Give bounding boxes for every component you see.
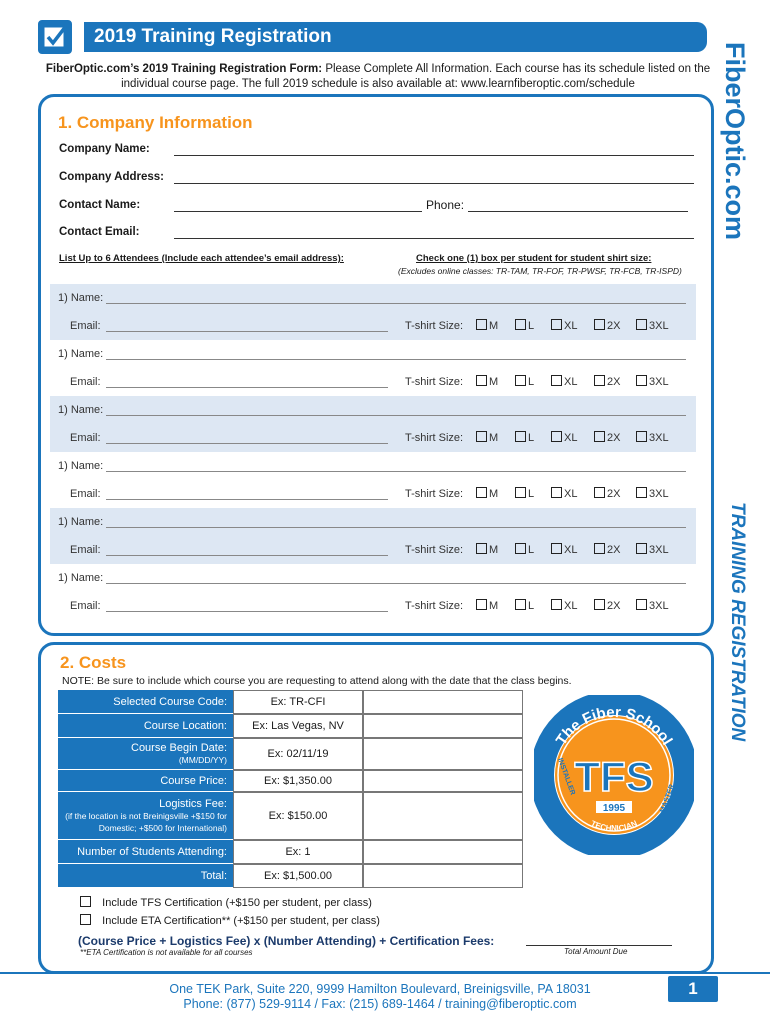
contact-email-field[interactable] [174,238,694,239]
attendee-name-label: 1) Name: [58,292,104,304]
tshirt-size-option[interactable] [515,487,534,500]
attendees-label: List Up to 6 Attendees (Include each attendee’s email address): [59,253,344,264]
tshirt-size-checkbox[interactable] [476,599,487,610]
tshirt-size-value: 3XL [649,488,669,500]
contact-name-field[interactable] [174,211,422,212]
footer-phone-fax-email: Phone: (877) 529-9114 / Fax: (215) 689-1464 / training@fiberoptic.com [183,997,577,1011]
cost-row-entry[interactable] [363,864,523,888]
page-title: 2019 Training Registration [94,26,332,47]
attendee-name-row [50,284,696,312]
attendee-email-field[interactable] [106,555,388,556]
cost-value-text: Ex: 1 [285,846,311,858]
tshirt-size-checkbox[interactable] [636,319,647,330]
cost-row-entry[interactable] [363,770,523,792]
tshirt-size-value: XL [564,376,578,388]
tshirt-size-checkbox[interactable] [476,487,487,498]
tfs-certification-label: Include TFS Certification (+$150 per student, per class) [102,897,372,909]
cost-row-value[interactable] [233,714,363,738]
tshirt-size-value: 3XL [649,432,669,444]
tshirt-size-value: 2X [607,376,621,388]
attendee-email-label: Email: [70,432,101,444]
company-address-label: Company Address: [59,171,165,183]
tshirt-size-option[interactable] [594,375,620,388]
tshirt-size-value: M [489,488,499,500]
seal-right-word: MASTER [659,783,676,814]
tshirt-size-value: L [528,544,535,556]
attendee-email-label: Email: [70,544,101,556]
company-name-label: Company Name: [59,143,150,155]
cost-row-entry[interactable] [363,714,523,738]
cost-row-label [58,792,233,840]
tshirt-size-checkbox[interactable] [636,431,647,442]
tshirt-size-value: 2X [607,488,621,500]
footer-contact [100,982,660,1012]
footer-divider [0,972,770,974]
shirt-size-heading: Check one (1) box per student for student shirt size: [416,253,652,264]
tshirt-size-label: T-shirt Size: [405,544,464,556]
tshirt-size-option[interactable] [551,319,577,332]
cost-row-value[interactable] [233,738,363,770]
cost-label-text: Selected Course Code: [113,695,227,708]
tshirt-size-value: XL [564,488,578,500]
tshirt-size-option[interactable] [594,599,620,612]
tshirt-size-value: 3XL [649,320,669,332]
cost-row-value[interactable] [233,864,363,888]
tshirt-size-checkbox[interactable] [594,431,605,442]
cost-label-text: Course Location: [143,719,227,732]
tshirt-size-value: M [489,376,499,388]
tfs-certification-checkbox[interactable] [80,896,91,907]
phone-label: Phone: [426,198,465,212]
tshirt-size-option[interactable] [594,431,620,444]
cost-row-label [58,714,233,738]
tshirt-size-option[interactable] [594,319,620,332]
tshirt-size-option[interactable] [551,487,577,500]
total-amount-due-label: Total Amount Due [564,947,628,956]
attendee-email-field[interactable] [106,499,388,500]
tshirt-size-checkbox[interactable] [636,375,647,386]
attendee-name-field[interactable] [106,415,686,416]
tshirt-size-option[interactable] [476,431,498,444]
cost-label-text: Number of Students Attending: [77,845,227,858]
attendee-name-label: 1) Name: [58,348,104,360]
cost-value-text: Ex: $1,350.00 [264,775,332,787]
attendee-name-field[interactable] [106,303,686,304]
seal-top-text: The Fiber School [552,703,676,749]
tshirt-size-option[interactable] [515,543,534,556]
attendee-name-label: 1) Name: [58,572,104,584]
tshirt-size-value: L [528,320,535,332]
seal-left-word: INSTALLER [556,757,576,797]
cost-row-label [58,690,233,714]
cost-row-value[interactable] [233,792,363,840]
attendee-name-row [50,340,696,368]
contact-email-label: Contact Email: [59,226,140,238]
cost-value-text: Ex: TR-CFI [270,696,326,708]
cost-row-label [58,864,233,888]
attendee-name-label: 1) Name: [58,404,104,416]
attendee-name-label: 1) Name: [58,516,104,528]
tshirt-size-value: M [489,432,499,444]
tshirt-size-checkbox[interactable] [594,375,605,386]
tshirt-size-value: XL [564,320,578,332]
cost-row-label [58,840,233,864]
side-title-text: TRAINING REGISTRATION [727,502,748,742]
tshirt-size-value: L [528,376,535,388]
attendee-email-row [50,480,696,508]
tshirt-size-checkbox[interactable] [594,599,605,610]
company-address-field[interactable] [174,183,694,184]
tshirt-size-label: T-shirt Size: [405,320,464,332]
fiberoptic-logo [708,40,758,250]
tshirt-size-checkbox[interactable] [515,543,526,554]
tshirt-size-option[interactable] [636,319,669,332]
tshirt-size-option[interactable] [636,599,669,612]
cost-value-text: Ex: $1,500.00 [264,870,332,882]
tfs-certification-option[interactable] [80,896,372,909]
tshirt-size-checkbox[interactable] [594,319,605,330]
tshirt-size-value: 2X [607,600,621,612]
tshirt-size-value: XL [564,544,578,556]
tshirt-size-option[interactable] [515,599,534,612]
attendee-email-field[interactable] [106,387,388,388]
tshirt-size-value: 3XL [649,600,669,612]
seal-year: 1995 [602,803,626,814]
attendee-email-label: Email: [70,320,101,332]
tshirt-size-option[interactable] [476,319,498,332]
attendee-email-row [50,312,696,340]
eta-footnote: **ETA Certification is not available for all courses [80,948,253,957]
cost-label-text: Total: [200,869,227,882]
attendee-name-row [50,396,696,424]
tshirt-size-option[interactable] [515,375,534,388]
tshirt-size-checkbox[interactable] [551,431,562,442]
tshirt-size-option[interactable] [476,543,498,556]
tshirt-size-value: 3XL [649,544,669,556]
tshirt-size-checkbox[interactable] [636,543,647,554]
attendee-name-label: 1) Name: [58,460,104,472]
tshirt-size-label: T-shirt Size: [405,488,464,500]
cost-row-label [58,738,233,770]
attendee-email-label: Email: [70,600,101,612]
training-registration-side-title [714,500,764,830]
cost-label-subtext: (MM/DD/YY) [178,754,227,765]
contact-name-label: Contact Name: [59,199,141,211]
the-fiber-school-seal [534,695,694,855]
tshirt-size-checkbox[interactable] [476,319,487,330]
intro-rest: Please Complete All Information. Each course has its schedule listed on the individual course page. The full 2019 schedule is also available at: www.learnfiberoptic.com/schedule [121,63,711,90]
intro-text [38,62,718,92]
tshirt-size-option[interactable] [551,543,577,556]
tshirt-size-checkbox[interactable] [594,543,605,554]
cost-row-value[interactable] [233,690,363,714]
attendee-email-field[interactable] [106,331,388,332]
cost-value-text: Ex: $150.00 [268,810,328,822]
tshirt-size-checkbox[interactable] [636,599,647,610]
cost-row-label [58,770,233,792]
attendee-email-row [50,592,696,620]
tshirt-size-checkbox[interactable] [515,599,526,610]
tshirt-size-checkbox[interactable] [476,431,487,442]
tshirt-size-value: 2X [607,432,621,444]
attendee-name-field[interactable] [106,471,686,472]
tshirt-size-checkbox[interactable] [594,487,605,498]
cost-row-value[interactable] [233,770,363,792]
tshirt-size-checkbox[interactable] [476,375,487,386]
cost-row-entry[interactable] [363,738,523,770]
cost-label-text: Course Begin Date: [131,741,227,754]
shirt-size-note: (Excludes online classes: TR-TAM, TR-FOF, TR-PWSF, TR-FCB, TR-ISPD) [398,266,682,276]
tshirt-size-option[interactable] [636,375,669,388]
attendee-email-field[interactable] [106,611,388,612]
tshirt-size-checkbox[interactable] [515,431,526,442]
cost-row-entry[interactable] [363,840,523,864]
costs-section-title: 2. Costs [60,653,127,672]
seal-bottom-text: TECHNICIAN [589,818,639,834]
total-amount-due-field[interactable] [526,945,672,946]
tshirt-size-value: XL [564,600,578,612]
cost-row-value[interactable] [233,840,363,864]
tshirt-size-value: 3XL [649,376,669,388]
tshirt-size-option[interactable] [476,375,498,388]
tshirt-size-checkbox[interactable] [636,487,647,498]
tshirt-size-option[interactable] [594,543,620,556]
attendee-name-field[interactable] [106,527,686,528]
tshirt-size-checkbox[interactable] [551,375,562,386]
attendee-email-row [50,536,696,564]
tshirt-size-value: 2X [607,544,621,556]
tshirt-size-value: M [489,600,499,612]
eta-certification-checkbox[interactable] [80,914,91,925]
logo-text: FiberOptic.com [720,42,750,241]
cost-label-text: Logistics Fee: [159,797,227,810]
eta-certification-label: Include ETA Certification** (+$150 per student, per class) [102,915,380,927]
attendee-email-label: Email: [70,488,101,500]
tshirt-size-option[interactable] [476,487,498,500]
company-section-title: 1. Company Information [58,113,253,132]
tshirt-size-option[interactable] [551,431,577,444]
tshirt-size-value: 2X [607,320,621,332]
checkmark-icon [38,20,72,54]
tshirt-size-value: M [489,544,499,556]
eta-certification-option[interactable] [80,914,380,927]
tshirt-size-checkbox[interactable] [551,319,562,330]
tshirt-size-value: XL [564,432,578,444]
tshirt-size-option[interactable] [636,431,669,444]
tshirt-size-label: T-shirt Size: [405,432,464,444]
attendee-email-row [50,368,696,396]
attendee-name-row [50,508,696,536]
attendee-email-row [50,424,696,452]
cost-row-entry[interactable] [363,792,523,840]
tshirt-size-option[interactable] [515,431,534,444]
tshirt-size-checkbox[interactable] [551,487,562,498]
company-name-field[interactable] [174,155,694,156]
tshirt-size-option[interactable] [515,319,534,332]
tshirt-size-checkbox[interactable] [551,543,562,554]
tshirt-size-checkbox[interactable] [515,487,526,498]
tshirt-size-label: T-shirt Size: [405,376,464,388]
tshirt-size-checkbox[interactable] [515,319,526,330]
costs-note: NOTE: Be sure to include which course you are requesting to attend along with the date that the class begins. [62,675,572,687]
tshirt-size-checkbox[interactable] [515,375,526,386]
tshirt-size-label: T-shirt Size: [405,600,464,612]
tshirt-size-checkbox[interactable] [551,599,562,610]
attendee-email-field[interactable] [106,443,388,444]
tshirt-size-value: M [489,320,499,332]
attendee-name-row [50,452,696,480]
tshirt-size-checkbox[interactable] [476,543,487,554]
attendee-name-row [50,564,696,592]
tshirt-size-value: L [528,488,535,500]
phone-field[interactable] [468,211,688,212]
footer-address: One TEK Park, Suite 220, 9999 Hamilton Boulevard, Breinigsville, PA 18031 [169,982,591,996]
cost-value-text: Ex: 02/11/19 [267,748,329,760]
tshirt-size-option[interactable] [636,487,669,500]
attendee-name-field[interactable] [106,583,686,584]
tshirt-size-value: L [528,432,535,444]
cost-label-text: Course Price: [160,774,227,787]
cost-label-subtext: (if the location is not Breinigsville +$150 for Domestic; +$500 for International) [65,810,227,833]
cost-formula: (Course Price + Logistics Fee) x (Number Attending) + Certification Fees: [78,934,495,948]
intro-bold: FiberOptic.com’s 2019 Training Registration Form: [45,63,323,75]
attendee-email-label: Email: [70,376,101,388]
tshirt-size-value: L [528,600,535,612]
seal-center-text: TFS [574,753,654,800]
tshirt-size-option[interactable] [594,487,620,500]
tshirt-size-option[interactable] [476,599,498,612]
tshirt-size-option[interactable] [551,599,577,612]
cost-value-text: Ex: Las Vegas, NV [252,720,344,732]
cost-row-entry[interactable] [363,690,523,714]
tshirt-size-option[interactable] [551,375,577,388]
tshirt-size-option[interactable] [636,543,669,556]
attendee-name-field[interactable] [106,359,686,360]
page-number: 1 [668,976,718,1002]
